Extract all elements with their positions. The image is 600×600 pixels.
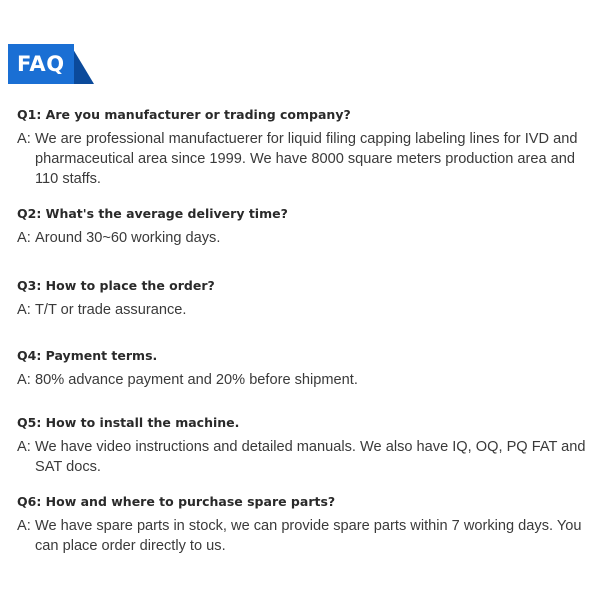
faq-answer xyxy=(17,516,587,556)
answer-prefix: A: xyxy=(17,439,31,455)
faq-item xyxy=(17,347,587,414)
faq-question: Q6: How and where to purchase spare parts? xyxy=(17,494,336,509)
faq-question: Q4: Payment terms. xyxy=(17,348,158,363)
faq-answer xyxy=(17,300,587,320)
answer-text: We are professional manufactuerer for liquid filing capping labeling lines for IVD and pharmaceutical area since 1999. We have 8000 square meters production area and 110 staffs. xyxy=(35,131,578,187)
answer-text: We have spare parts in stock, we can provide spare parts within 7 working days. You can place order directly to us. xyxy=(35,518,582,554)
faq-answer xyxy=(17,228,587,248)
faq-item xyxy=(17,205,587,277)
answer-text: Around 30~60 working days. xyxy=(35,230,221,246)
faq-question: Q1: Are you manufacturer or trading company? xyxy=(17,107,351,122)
answer-prefix: A: xyxy=(17,131,31,147)
answer-prefix: A: xyxy=(17,230,31,246)
faq-answer xyxy=(17,129,587,189)
faq-answer xyxy=(17,370,587,390)
answer-text: We have video instructions and detailed manuals. We also have IQ, OQ, PQ FAT and SAT docs. xyxy=(35,439,586,475)
faq-badge xyxy=(8,44,94,84)
answer-prefix: A: xyxy=(17,372,31,388)
faq-item xyxy=(17,277,587,347)
faq-answer xyxy=(17,437,587,477)
faq-question: Q3: How to place the order? xyxy=(17,278,215,293)
faq-question: Q5: How to install the machine. xyxy=(17,415,240,430)
answer-text: 80% advance payment and 20% before shipment. xyxy=(35,372,358,388)
faq-title: FAQ xyxy=(17,52,65,76)
faq-question: Q2: What's the average delivery time? xyxy=(17,206,288,221)
answer-text: T/T or trade assurance. xyxy=(35,302,187,318)
faq-item xyxy=(17,414,587,493)
answer-prefix: A: xyxy=(17,518,31,534)
faq-list xyxy=(17,106,587,563)
faq-item xyxy=(17,493,587,563)
answer-prefix: A: xyxy=(17,302,31,318)
faq-item xyxy=(17,106,587,205)
